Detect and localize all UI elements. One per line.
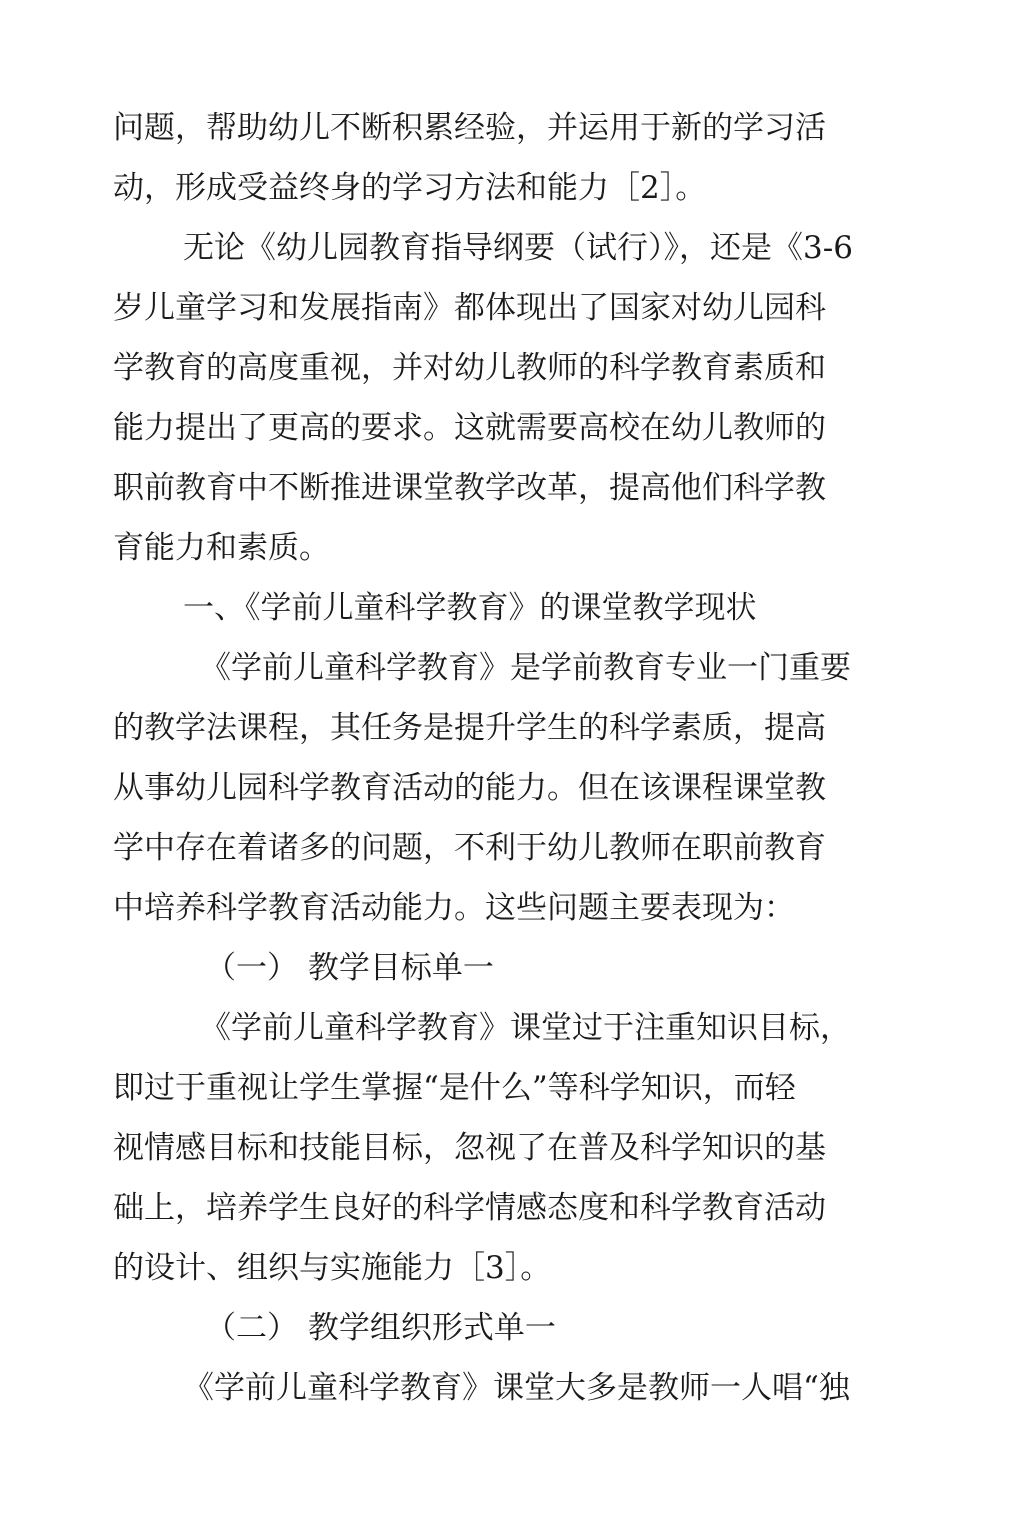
text-line: 岁儿童学习和发展指南》都体现出了国家对幼儿园科	[113, 290, 826, 326]
text-line: 学教育的高度重视，并对幼儿教师的科学教育素质和	[113, 350, 826, 386]
text-line: 即过于重视让学生掌握“是什么”等科学知识，而轻	[113, 1070, 796, 1106]
text-line: 的设计、组织与实施能力［3］。	[113, 1250, 552, 1286]
paragraph-first-line: 《学前儿童科学教育》课堂过于注重知识目标，	[200, 1010, 851, 1046]
text-line: 的教学法课程，其任务是提升学生的科学素质，提高	[113, 710, 826, 746]
text-line: 能力提出了更高的要求。这就需要高校在幼儿教师的	[113, 410, 826, 446]
text-line: 问题，帮助幼儿不断积累经验，并运用于新的学习活	[113, 110, 826, 146]
subsection-heading: （一） 教学目标单一	[205, 950, 494, 986]
text-line: 学中存在着诸多的问题，不利于幼儿教师在职前教育	[113, 830, 826, 866]
text-line: 视情感目标和技能目标，忽视了在普及科学知识的基	[113, 1130, 826, 1166]
text-line: 动，形成受益终身的学习方法和能力［2］。	[113, 170, 707, 206]
text-line: 职前教育中不断推进课堂教学改革，提高他们科学教	[113, 470, 826, 506]
text-line: 育能力和素质。	[113, 530, 330, 566]
text-line: 从事幼儿园科学教育活动的能力。但在该课程课堂教	[113, 770, 826, 806]
text-line: 中培养科学教育活动能力。这些问题主要表现为：	[113, 890, 795, 926]
paragraph-first-line: 无论《幼儿园教育指导纲要（试行）》，还是《3-6	[183, 230, 853, 266]
section-heading: 一、《学前儿童科学教育》的课堂教学现状	[183, 590, 757, 626]
text-line: 础上，培养学生良好的科学情感态度和科学教育活动	[113, 1190, 826, 1226]
subsection-heading: （二） 教学组织形式单一	[205, 1310, 556, 1346]
paragraph-first-line: 《学前儿童科学教育》是学前教育专业一门重要	[200, 650, 851, 686]
paragraph-first-line: 《学前儿童科学教育》课堂大多是教师一人唱“独	[183, 1370, 850, 1406]
